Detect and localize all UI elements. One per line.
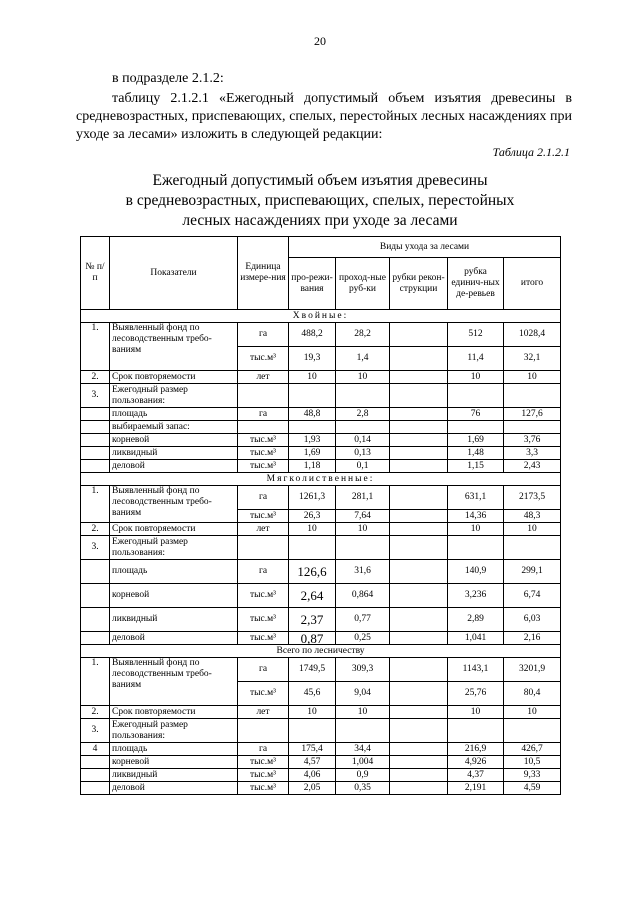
table-reference: Таблица 2.1.2.1 [492, 145, 570, 159]
value-cell: 309,3 [336, 658, 390, 682]
value-cell: 0,13 [336, 447, 390, 460]
row-indicator: Ежегодный размер пользования: [110, 719, 238, 743]
row-unit: тыс.м³ [238, 510, 289, 523]
value-cell [390, 323, 448, 347]
table-row [81, 536, 561, 560]
row-unit: тыс.м³ [238, 756, 289, 769]
value-cell: 488,2 [289, 323, 336, 347]
value-cell [390, 719, 448, 743]
header-passage-cutting: проход-ные руб-ки [336, 258, 390, 310]
value-cell: 32,1 [504, 347, 561, 371]
table-row [81, 384, 561, 408]
row-indicator: Ежегодный размер пользования: [110, 536, 238, 560]
row-unit: тыс.м³ [238, 782, 289, 795]
value-cell [504, 421, 561, 434]
table-body [81, 310, 561, 795]
table-row [81, 706, 561, 719]
value-cell: 1,4 [336, 347, 390, 371]
value-cell: 1,15 [448, 460, 504, 473]
value-cell: 26,3 [289, 510, 336, 523]
value-cell: 1,93 [289, 434, 336, 447]
value-cell: 2,37 [289, 608, 336, 632]
row-indicator: ликвидный [110, 447, 238, 460]
value-cell: 127,6 [504, 408, 561, 421]
row-unit: тыс.м³ [238, 347, 289, 371]
value-cell: 299,1 [504, 560, 561, 584]
value-cell: 1,69 [289, 447, 336, 460]
header-care-types: Виды ухода за лесами [289, 237, 561, 258]
row-unit: га [238, 743, 289, 756]
value-cell: 1,18 [289, 460, 336, 473]
row-unit: га [238, 323, 289, 347]
value-cell: 426,7 [504, 743, 561, 756]
table-row [81, 434, 561, 447]
row-unit: лет [238, 371, 289, 384]
value-cell: 10 [336, 371, 390, 384]
value-cell: 7,64 [336, 510, 390, 523]
row-number [81, 608, 110, 632]
value-cell [390, 523, 448, 536]
row-number: 2. [81, 706, 110, 719]
table-row [81, 584, 561, 608]
row-unit: тыс.м³ [238, 460, 289, 473]
row-indicator: выбираемый запас: [110, 421, 238, 434]
value-cell: 76 [448, 408, 504, 421]
row-unit: тыс.м³ [238, 584, 289, 608]
value-cell: 1261,3 [289, 486, 336, 510]
value-cell [390, 682, 448, 706]
section-row [81, 310, 561, 323]
section-title: Мягколиственные: [81, 473, 561, 486]
row-number: 2. [81, 371, 110, 384]
value-cell [289, 536, 336, 560]
row-number: 4 [81, 743, 110, 756]
value-cell [390, 632, 448, 645]
value-cell [390, 769, 448, 782]
value-cell [390, 510, 448, 523]
row-indicator: корневой [110, 756, 238, 769]
value-cell [390, 371, 448, 384]
value-cell: 0,25 [336, 632, 390, 645]
row-number [81, 434, 110, 447]
row-unit: тыс.м³ [238, 769, 289, 782]
value-cell: 3,76 [504, 434, 561, 447]
value-cell: 10 [289, 523, 336, 536]
value-cell [336, 421, 390, 434]
row-unit [238, 536, 289, 560]
row-number: 1. [81, 658, 110, 706]
row-number [81, 756, 110, 769]
value-cell [390, 706, 448, 719]
value-cell [390, 421, 448, 434]
row-unit: лет [238, 706, 289, 719]
table-row [81, 560, 561, 584]
section-row [81, 473, 561, 486]
value-cell [504, 384, 561, 408]
row-number: 3. [81, 719, 110, 743]
value-cell [390, 608, 448, 632]
value-cell: 4,926 [448, 756, 504, 769]
value-cell: 140,9 [448, 560, 504, 584]
value-cell [289, 719, 336, 743]
value-cell: 1,041 [448, 632, 504, 645]
row-indicator: ликвидный [110, 769, 238, 782]
value-cell [336, 719, 390, 743]
row-unit: тыс.м³ [238, 632, 289, 645]
header-indicators: Показатели [110, 237, 238, 310]
row-number [81, 460, 110, 473]
value-cell [448, 719, 504, 743]
row-number [81, 408, 110, 421]
value-cell: 2,43 [504, 460, 561, 473]
row-indicator: Выявленный фонд по лесоводственным требо-ваниям [110, 658, 238, 706]
table-row [81, 408, 561, 421]
row-unit: га [238, 486, 289, 510]
header-unit: Единица измере-ния [238, 237, 289, 310]
row-unit: тыс.м³ [238, 447, 289, 460]
value-cell: 10 [504, 706, 561, 719]
row-unit [238, 421, 289, 434]
value-cell: 10 [448, 523, 504, 536]
row-unit: тыс.м³ [238, 608, 289, 632]
row-number: 3. [81, 536, 110, 560]
value-cell [448, 536, 504, 560]
row-indicator: площадь [110, 408, 238, 421]
row-number [81, 447, 110, 460]
page-number: 20 [314, 34, 326, 48]
row-indicator: площадь [110, 743, 238, 756]
value-cell [390, 536, 448, 560]
header-total: итого [504, 258, 561, 310]
value-cell: 3,236 [448, 584, 504, 608]
value-cell: 80,4 [504, 682, 561, 706]
table-row [81, 486, 561, 510]
table-row [81, 743, 561, 756]
value-cell: 45,6 [289, 682, 336, 706]
value-cell: 6,74 [504, 584, 561, 608]
value-cell [390, 756, 448, 769]
table-row [81, 323, 561, 347]
value-cell: 1028,4 [504, 323, 561, 347]
value-cell: 3201,9 [504, 658, 561, 682]
caption-line-1: Ежегодный допустимый объем изъятия древесины [152, 172, 488, 189]
value-cell: 28,2 [336, 323, 390, 347]
table-row [81, 658, 561, 682]
value-cell: 19,3 [289, 347, 336, 371]
row-unit: тыс.м³ [238, 434, 289, 447]
value-cell: 1,69 [448, 434, 504, 447]
row-unit: лет [238, 523, 289, 536]
value-cell: 9,04 [336, 682, 390, 706]
value-cell: 0,14 [336, 434, 390, 447]
value-cell [504, 719, 561, 743]
caption-line-3: лесных насаждениях при уходе за лесами [182, 212, 458, 229]
caption-line-2: в средневозрастных, приспевающих, спелых, перестойных [125, 192, 515, 209]
header-thinning: про-режи-вания [289, 258, 336, 310]
value-cell [390, 486, 448, 510]
value-cell: 10 [504, 371, 561, 384]
value-cell [390, 560, 448, 584]
row-number [81, 769, 110, 782]
value-cell: 10 [336, 706, 390, 719]
value-cell [390, 460, 448, 473]
row-unit: га [238, 408, 289, 421]
value-cell [390, 447, 448, 460]
value-cell [289, 421, 336, 434]
row-indicator: корневой [110, 434, 238, 447]
row-number [81, 782, 110, 795]
row-number [81, 421, 110, 434]
value-cell [390, 782, 448, 795]
value-cell [336, 536, 390, 560]
value-cell: 31,6 [336, 560, 390, 584]
value-cell: 11,4 [448, 347, 504, 371]
header-single-trees: рубка единич-ных де-ревьев [448, 258, 504, 310]
row-indicator: Срок повторяемости [110, 706, 238, 719]
value-cell: 10,5 [504, 756, 561, 769]
header-reconstruction: рубки рекон-струкции [390, 258, 448, 310]
row-indicator: площадь [110, 560, 238, 584]
section-title: Хвойные: [81, 310, 561, 323]
value-cell: 4,57 [289, 756, 336, 769]
table-row [81, 371, 561, 384]
value-cell: 9,33 [504, 769, 561, 782]
table-row [81, 447, 561, 460]
row-indicator: деловой [110, 632, 238, 645]
value-cell: 0,35 [336, 782, 390, 795]
row-unit: тыс.м³ [238, 682, 289, 706]
row-indicator: Выявленный фонд по лесоводственным требо-ваниям [110, 323, 238, 371]
row-unit: га [238, 560, 289, 584]
row-number: 1. [81, 323, 110, 371]
value-cell: 2,64 [289, 584, 336, 608]
data-table [80, 236, 561, 795]
row-indicator: Срок повторяемости [110, 523, 238, 536]
value-cell: 14,36 [448, 510, 504, 523]
value-cell: 25,76 [448, 682, 504, 706]
value-cell [390, 658, 448, 682]
value-cell: 126,6 [289, 560, 336, 584]
value-cell: 281,1 [336, 486, 390, 510]
value-cell [390, 584, 448, 608]
value-cell: 34,4 [336, 743, 390, 756]
table-row [81, 421, 561, 434]
value-cell: 4,37 [448, 769, 504, 782]
value-cell: 48,8 [289, 408, 336, 421]
value-cell: 10 [504, 523, 561, 536]
value-cell: 2173,5 [504, 486, 561, 510]
value-cell: 0,77 [336, 608, 390, 632]
value-cell: 48,3 [504, 510, 561, 523]
row-indicator: Ежегодный размер пользования: [110, 384, 238, 408]
value-cell: 10 [336, 523, 390, 536]
row-indicator: Выявленный фонд по лесоводственным требо-ваниям [110, 486, 238, 523]
row-indicator: корневой [110, 584, 238, 608]
value-cell [289, 384, 336, 408]
value-cell: 1143,1 [448, 658, 504, 682]
value-cell: 10 [289, 371, 336, 384]
table-caption [0, 171, 640, 231]
row-number [81, 584, 110, 608]
row-unit [238, 719, 289, 743]
value-cell: 216,9 [448, 743, 504, 756]
value-cell: 3,3 [504, 447, 561, 460]
value-cell [390, 384, 448, 408]
row-number: 1. [81, 486, 110, 523]
value-cell [390, 434, 448, 447]
table-row [81, 608, 561, 632]
row-number: 3. [81, 384, 110, 408]
table-row [81, 632, 561, 645]
value-cell: 2,191 [448, 782, 504, 795]
value-cell: 0,9 [336, 769, 390, 782]
value-cell: 175,4 [289, 743, 336, 756]
row-indicator: деловой [110, 782, 238, 795]
value-cell [336, 384, 390, 408]
row-indicator: деловой [110, 460, 238, 473]
value-cell: 4,06 [289, 769, 336, 782]
table-row [81, 782, 561, 795]
value-cell: 0,864 [336, 584, 390, 608]
value-cell: 2,89 [448, 608, 504, 632]
value-cell: 2,05 [289, 782, 336, 795]
intro-line: в подразделе 2.1.2: [112, 71, 224, 86]
row-number [81, 560, 110, 584]
row-indicator: ликвидный [110, 608, 238, 632]
table-row [81, 756, 561, 769]
value-cell: 1,004 [336, 756, 390, 769]
value-cell: 2,8 [336, 408, 390, 421]
row-number: 2. [81, 523, 110, 536]
header-num: № п/п [81, 237, 110, 310]
value-cell [390, 408, 448, 421]
table-row [81, 460, 561, 473]
value-cell [448, 421, 504, 434]
value-cell: 0,87 [289, 632, 336, 645]
row-unit: га [238, 658, 289, 682]
value-cell [390, 347, 448, 371]
value-cell: 1,48 [448, 447, 504, 460]
intro-paragraph: таблицу 2.1.2.1 «Ежегодный допустимый объем изъятия древесины в средневозрастных, приспевающих, спелых, перестойных лесных насаждениях при уходе за лесами» изложить в следующей редакции: [76, 91, 572, 142]
value-cell: 512 [448, 323, 504, 347]
value-cell [390, 743, 448, 756]
value-cell: 1749,5 [289, 658, 336, 682]
value-cell [448, 384, 504, 408]
row-number [81, 632, 110, 645]
value-cell: 10 [289, 706, 336, 719]
value-cell: 631,1 [448, 486, 504, 510]
section-title: Всего по лесничеству [81, 645, 561, 658]
value-cell: 4,59 [504, 782, 561, 795]
value-cell: 2,16 [504, 632, 561, 645]
value-cell: 10 [448, 371, 504, 384]
table-row [81, 719, 561, 743]
row-indicator: Срок повторяемости [110, 371, 238, 384]
table-row [81, 523, 561, 536]
section-row [81, 645, 561, 658]
value-cell: 0,1 [336, 460, 390, 473]
value-cell [504, 536, 561, 560]
value-cell: 10 [448, 706, 504, 719]
row-unit [238, 384, 289, 408]
table-row [81, 769, 561, 782]
value-cell: 6,03 [504, 608, 561, 632]
